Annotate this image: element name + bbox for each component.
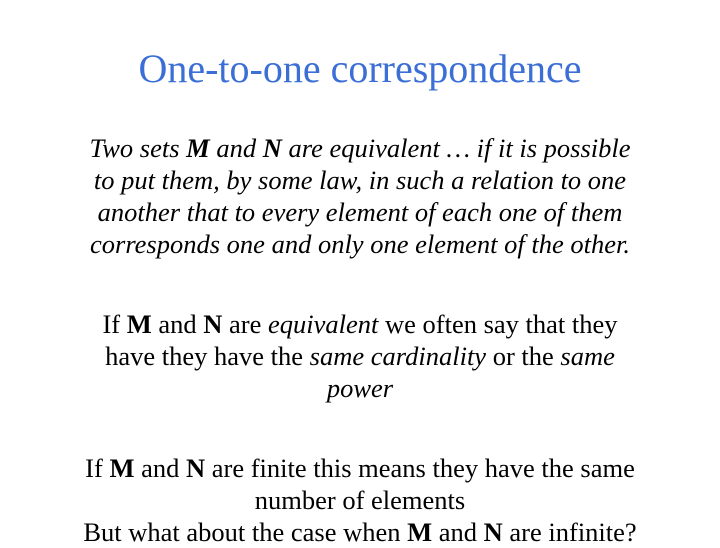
text: If [102, 309, 127, 339]
quote-line-2: to put them, by some law, in such a relation to one [93, 165, 627, 195]
text: are [222, 309, 268, 339]
term-same-cardinality: same cardinality [309, 341, 487, 371]
set-m: M [186, 133, 210, 163]
term-equivalent: equivalent [268, 309, 379, 339]
quote-text: and [209, 133, 263, 163]
text: have they have the [105, 341, 310, 371]
quote-text: Two sets [89, 133, 187, 163]
text: number of elements [254, 485, 466, 515]
text: and [134, 453, 186, 483]
quote-text: are equivalent … if it is possible [281, 133, 631, 163]
quote-line-3: another that to every element of each one of them [97, 197, 623, 227]
finite-paragraph [36, 452, 684, 516]
set-m: M [126, 309, 152, 339]
text: or the [486, 341, 561, 371]
term-same: same [560, 341, 615, 371]
equivalence-paragraph [36, 308, 684, 404]
text: we often say that they [378, 309, 618, 339]
term-power: power [326, 373, 394, 403]
set-n: N [262, 133, 282, 163]
set-m: M [407, 517, 433, 547]
text: If [85, 453, 110, 483]
set-n: N [203, 309, 223, 339]
text: and [432, 517, 484, 547]
set-n: N [185, 453, 206, 483]
set-m: M [109, 453, 135, 483]
quote-line-1 [89, 133, 630, 163]
cantor-quote [36, 132, 684, 260]
text: and [151, 309, 204, 339]
set-n: N [483, 517, 503, 547]
text: But what about the case when [83, 517, 408, 547]
text: are finite this means they have the same [205, 453, 635, 483]
text: are infinite? [502, 517, 637, 547]
infinite-question [0, 516, 720, 548]
slide-title: One-to-one correspondence [138, 46, 582, 91]
quote-line-4: corresponds one and only one element of the other. [90, 229, 630, 259]
